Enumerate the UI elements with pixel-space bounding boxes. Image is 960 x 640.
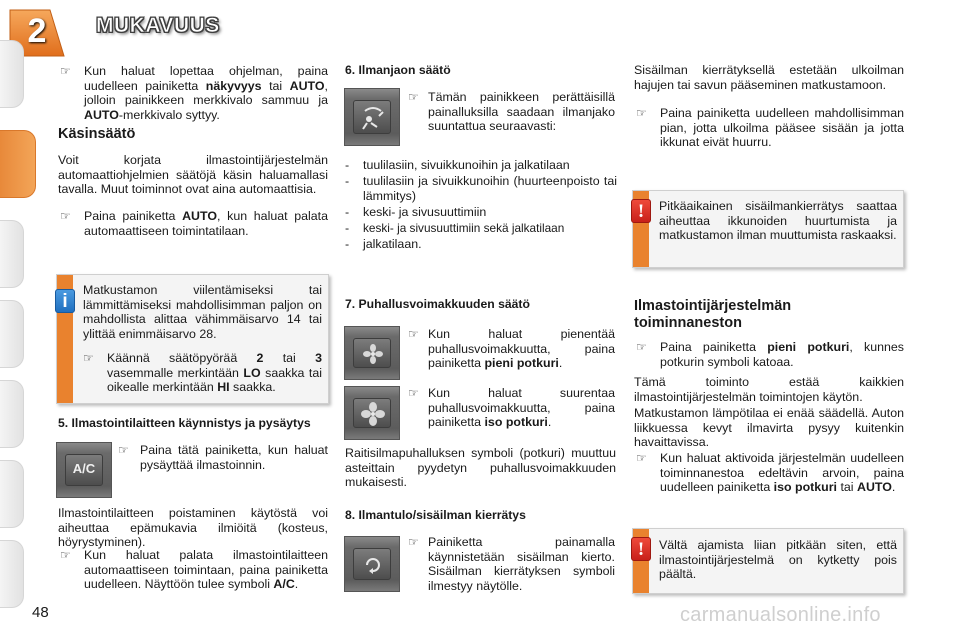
warning-note-1-text: Pitkäaikainen sisäilmankierrätys saattaa aiheuttaa ikkunoiden huurtumista ja matkustamon ilman muuttumista raskaaksi. [659,199,897,242]
pointing-hand-icon: ☞ [60,209,71,223]
list-item: - tuulilasiin, sivuikkunoihin ja jalkatilaan [345,158,570,172]
recirculation-button-photo [344,536,400,592]
recirculation-paragraph: Sisäilman kierrätyksellä estetään ulkoilman hajujen tai savun pääseminen matkustamoon. [634,63,904,92]
section8-heading: 8. Ilmantulo/sisäilman kierrätys [345,508,526,522]
intro-bullet: ☞ Kun haluat lopettaa ohjelman, paina uudelleen painiketta näkyvyys tai AUTO, jolloin painikkeen merkkivalo sammuu ja AUTO-merkkivalo syttyy. [60,64,328,122]
warning-note-2 [632,528,904,594]
watermark: carmanualsonline.info [680,604,881,626]
warning-icon: ! [631,199,651,223]
pointing-hand-icon: ☞ [408,535,419,549]
side-tab-6[interactable] [0,460,24,528]
warning-note-1 [632,190,904,268]
chapter-number: 2 [27,12,47,50]
side-tab-7[interactable] [0,540,24,608]
manual-heading: Käsinsäätö [58,126,136,142]
list-item: - keski- ja sivusuuttimiin sekä jalkatilaan [345,221,565,235]
section5-bullet2: ☞ Kun haluat palata ilmastointilaitteen automaattiseen toimintaan, paina painiketta uudelleen. Näyttöön tulee symboli A/C. [60,548,328,591]
pointing-hand-icon: ☞ [60,64,71,78]
list-item: - keski- ja sivusuuttimiin [345,205,487,219]
info-icon: i [55,289,75,313]
section7-bullet1: ☞ Kun haluat pienentää puhallusvoimakkuutta, paina painiketta pieni potkuri. [408,327,615,370]
pointing-hand-icon: ☞ [83,351,94,365]
shutdown-paragraph-1: Tämä toiminto estää kaikkien ilmastointijärjestelmän toimintojen käytön. [634,375,904,404]
reactivate-bullet: ☞ Kun haluat aktivoida järjestelmän uudelleen toiminnanestoa edeltävin arvoin, paina uudelleen painiketta iso potkuri tai AUTO. [636,451,904,494]
section6-bullet: ☞ Tämän painikkeen perättäisillä painalluksilla saadaan ilmanjako suuntattua seuraavasti: [408,90,615,133]
side-tab-1[interactable] [0,40,24,108]
large-fan-icon[interactable] [345,387,401,441]
shutdown-paragraph-2: Matkustamon lämpötilaa ei enää säädellä. Auton liikkuessa kevyt ilmavirta pysyy kuitenkin havaittavissa. [634,406,904,449]
shutdown-bullet: ☞ Paina painiketta pieni potkuri, kunnes potkurin symboli katoaa. [636,340,904,369]
list-item: - tuulilasiin ja sivuikkunoihin (huurteenpoisto tai lämmitys) [345,174,617,203]
page-number: 48 [32,604,49,621]
side-tab-4[interactable] [0,300,24,368]
large-fan-button-photo [344,386,400,440]
section5-bullet: ☞ Paina tätä painiketta, kun haluat pysäyttää ilmastoinnin. [118,443,328,472]
system-shutdown-heading: Ilmastointijärjestelmän toiminnaneston [634,298,792,331]
warning-icon: ! [631,537,651,561]
pointing-hand-icon: ☞ [60,548,71,562]
section5-heading: 5. Ilmastointilaitteen käynnistys ja pysäytys [58,416,311,430]
list-item: - jalkatilaan. [345,237,422,251]
ac-button-label[interactable]: A/C [72,461,96,476]
side-tab-active[interactable] [0,130,36,198]
pointing-hand-icon: ☞ [636,106,647,120]
info-note-text: Matkustamon viilentämiseksi tai lämmittämiseksi mahdollisimman paljon on mahdollista alittaa vähimmäisarvo 14 tai ylittää enimmäisarvo 28. [83,283,322,341]
small-fan-icon[interactable] [345,327,401,381]
section8-bullet: ☞ Painiketta painamalla käynnistetään sisäilman kierto. Sisäilman kierrätyksen symboli ilmestyy näytölle. [408,535,615,593]
info-note-bullet: ☞ Käännä säätöpyörää 2 tai 3 vasemmalle merkintään LO saakka tai oikealle merkintään HI saakka. [83,351,322,394]
air-distribution-icon[interactable] [345,89,401,147]
section7-heading: 7. Puhallusvoimakkuuden säätö [345,297,530,311]
manual-bullet: ☞ Paina painiketta AUTO, kun haluat palata automaattiseen toimintatilaan. [60,209,328,238]
pointing-hand-icon: ☞ [636,451,647,465]
ac-button-photo [56,442,112,498]
pointing-hand-icon: ☞ [636,340,647,354]
pointing-hand-icon: ☞ [118,443,129,457]
warning-note-2-text: Vältä ajamista liian pitkään siten, että ilmastointijärjestelmä on kytketty pois päältä. [659,538,897,581]
air-distribution-list [345,158,617,253]
small-fan-button-photo [344,326,400,380]
section7-paragraph: Raitisilmapuhalluksen symboli (potkuri) muuttuu asteittain pyydetyn puhallusvoimakkuuden mukaisesti. [345,446,616,489]
info-note [56,274,329,404]
pointing-hand-icon: ☞ [408,327,419,341]
manual-paragraph: Voit korjata ilmastointijärjestelmän automaattiohjelmien säätöjä käsin haluamallasi tavalla. Muut toiminnot ovat aina automaattisia. [58,153,328,196]
page-title: MUKAVUUS [96,14,220,37]
side-tab-5[interactable] [0,380,24,448]
side-tab-3[interactable] [0,220,24,288]
recirculation-icon[interactable] [345,537,401,593]
recirculation-bullet: ☞ Paina painiketta uudelleen mahdollisimman pian, jotta ulkoilma pääsee sisään ja jotta ikkunat eivät huurru. [636,106,904,149]
pointing-hand-icon: ☞ [408,90,419,104]
section7-bullet2: ☞ Kun haluat suurentaa puhallusvoimakkuutta, paina painiketta iso potkuri. [408,386,615,429]
air-distribution-button-photo [344,88,400,146]
section6-heading: 6. Ilmanjaon säätö [345,63,451,77]
section5-paragraph: Ilmastointilaitteen poistaminen käytöstä voi aiheuttaa epämukavia ilmiöitä (kosteus, höyrystyminen). [58,506,328,549]
pointing-hand-icon: ☞ [408,386,419,400]
